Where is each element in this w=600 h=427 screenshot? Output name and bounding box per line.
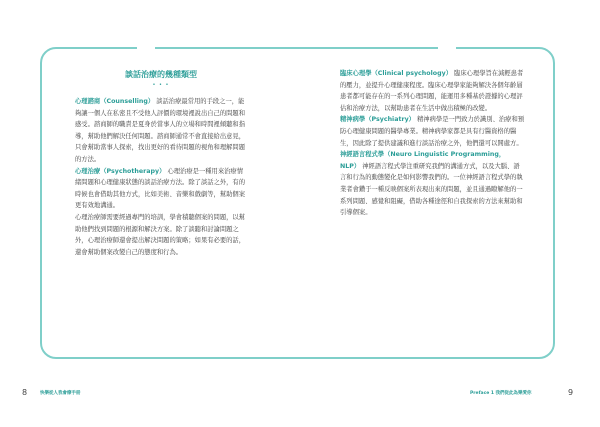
frame-notch-left (137, 40, 155, 56)
psychiatry-paragraph (340, 114, 525, 149)
counselling-heading: 心理諮商（Counselling） (75, 98, 155, 105)
psychiatry-text: 精神病學是一門致力於識別、治療和預防心理健康問題的醫學專業。精神病學家都是具有行醫資格的醫生，因此除了提供建議和進行談話治療之外，他們還可以開處方。 (340, 116, 525, 147)
left-running-title: 快樂從人我會療手冊 (40, 391, 81, 396)
page-title: 談話治療的幾種類型 (125, 70, 197, 79)
nlp-heading: 神經語言程式學（Neuro Linguistic Programming，NLP） (340, 151, 506, 170)
counselling-text: 談話治療最常用的手段之一，能夠讓一個人在私密且不受他人評價的環境裡說出自己的問題和感受。諮商師的職責是夏身於當事人的立場和時間裡傾聽和指導，幫助他們解決任何問題。諮商師通常不會直接給出意見，只會幫助當事人探索，找出更好的看待問題的視角和理解問題的方法。 (75, 98, 246, 163)
title-dots: • • • (152, 82, 170, 88)
left-page-number: 8 (22, 388, 28, 397)
frame-notch-right (438, 40, 456, 56)
psychotherapy-heading: 心理治療（Psychotherapy） (75, 167, 166, 175)
therapist-paragraph (75, 212, 247, 258)
psychiatry-heading: 精神病學（Psychiatry） (340, 116, 415, 124)
nlp-text: 神經語言程式學注重研究我們的溝通方式，以及大腦、語言和行為的動態變化是如何影響我們的。一位神經語言程式學的執業者會鑽于一種反映個案所表現出來的問題，並且通過瞭解他的一系列問題、感覺和阻礙，借助各種途徑和自我探索的方法來幫助和引導個案。 (340, 162, 523, 217)
right-column (340, 68, 525, 219)
clinical-text: 臨床心理學旨在減輕患者的壓力，並提升心理健康程度。臨床心理學家能夠解決各個年齡層患者都可能存在的一系列心理問題，能運用多種基於證據的心理評估和治療方法，以幫助患者在生活中做出積極的改變。 (340, 70, 524, 112)
clinical-heading: 臨床心理學（Clinical psychology） (340, 70, 452, 77)
clinical-paragraph (340, 68, 525, 114)
counselling-paragraph (75, 96, 247, 166)
psychotherapy-paragraph (75, 166, 247, 212)
right-page-number: 9 (568, 388, 574, 397)
right-running-title: Preface 1 我們從此為樂愛你 (470, 391, 532, 396)
therapist-text: 心理治療師需要經過專門的培訓，學會積聽個案的問題，以幫助他們找到問題的根源和解決方案。除了談聽和討論問題之外，心理治療師還會提出解決問題的策略；如果有必要的話，還會幫助個案改變自己的態度和行為。 (75, 213, 246, 256)
left-column (75, 70, 247, 258)
psychotherapy-text: 心理治療是一種用來治療情緒問題和心理健康狀態的談話治療方法。除了談話之外，有的時候也會借助其他方式，比如美術、音樂和戲劇等，幫助個案更有效地溝通。 (75, 167, 246, 210)
nlp-paragraph (340, 149, 525, 219)
